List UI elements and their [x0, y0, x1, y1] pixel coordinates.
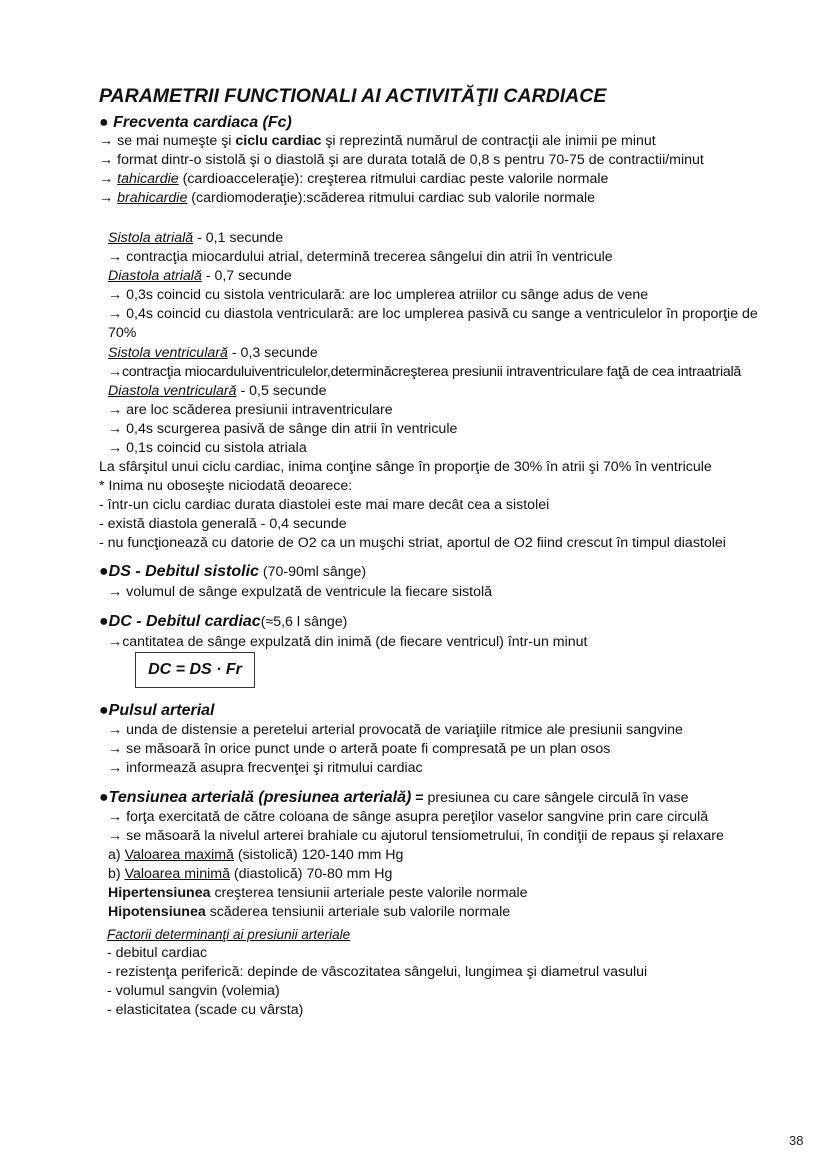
term: Valoarea maximă	[124, 847, 234, 863]
note-line-3: - într-un ciclu cardiac durata diastolei este mai mare decât cea a sistolei	[99, 497, 550, 513]
sistola-ventriculara-line: →contracţia miocarduluiventriculelor,determinăcreşterea presiunii intraventriculare faţă de cea intraatrială	[108, 364, 742, 380]
label: a)	[108, 847, 125, 863]
diastola-ventriculara-line-2: → 0,4s scurgerea pasivă de sânge din atrii în ventricule	[108, 421, 458, 437]
value: - 0,5 secunde	[236, 383, 327, 399]
puls-line-1: → unda de distensie a peretelui arterial provocată de variaţiile ritmice ale presiunii sangvine	[108, 722, 683, 738]
sistola-ventriculara-heading	[108, 344, 318, 362]
value: (sistolică) 120-140 mm Hg	[233, 847, 404, 863]
section-heading-ta	[99, 789, 689, 807]
note-line-1: La sfârşitul unui ciclu cardiac, inima conţine sânge în proporţie de 30% în atrii şi 70% în ventricule	[99, 459, 712, 475]
value: (diastolică) 70-80 mm Hg	[229, 866, 393, 882]
heading: ●DS - Debitul sistolic	[99, 563, 259, 580]
text: creşterea tensiunii arteriale peste valorile normale	[210, 885, 528, 901]
page-title: PARAMETRII FUNCTIONALI AI ACTIVITĂŢII CARDIACE	[99, 85, 607, 107]
ta-line-1: → forţa exercitată de către coloana de sânge asupra pereţilor vaselor sangvine prin care circulă	[108, 809, 709, 825]
text: → se mai numeşte şi	[99, 133, 236, 149]
diastola-atriala-line-2b: 70%	[108, 325, 137, 341]
term-brahicardie: brahicardie	[117, 190, 188, 206]
term: Diastola ventriculară	[108, 383, 237, 399]
value: - 0,3 secunde	[227, 345, 318, 361]
fc-line-3	[99, 170, 608, 188]
puls-line-3: → informează asupra frecvenţei şi ritmului cardiac	[108, 760, 423, 776]
term-ciclu-cardiac: ciclu cardiac	[235, 133, 322, 149]
value: - 0,7 secunde	[201, 268, 292, 284]
text: (cardiomoderaţie):scăderea ritmului cardiac sub valorile normale	[187, 190, 596, 206]
puls-line-2: → se măsoară în orice punct unde o arteră poate fi compresată pe un plan osos	[108, 741, 611, 757]
ta-line-hiper	[108, 884, 528, 902]
ta-line-hipo	[108, 903, 510, 921]
page-number: 38	[789, 1133, 804, 1148]
term: Sistola atrială	[108, 230, 194, 246]
diastola-atriala-line-1: → 0,3s coincid cu sistola ventriculară: are loc umplerea atriilor cu sânge adus de vene	[108, 287, 649, 303]
text: scăderea tensiunii arteriale sub valorile normale	[205, 904, 511, 920]
heading: ●DC - Debitul cardiac	[99, 613, 261, 630]
value: - 0,1 secunde	[193, 230, 284, 246]
definition: presiunea cu care sângele circulă în vase	[427, 790, 689, 806]
diastola-atriala-line-2: → 0,4s coincid cu diastola ventriculară: are loc umplerea pasivă cu sange a ventriculelor în proporţie de	[108, 306, 758, 322]
diastola-atriala-heading	[108, 267, 292, 285]
arrow: →	[99, 190, 118, 206]
section-heading-dc	[99, 613, 347, 631]
ta-line-b	[108, 865, 392, 883]
factori-item: - elasticitatea (scade cu vârsta)	[107, 1002, 304, 1018]
fc-line-4	[99, 189, 595, 207]
label: b)	[108, 866, 125, 882]
heading: ●Tensiunea arterială (presiunea arterială)	[99, 789, 412, 806]
fc-line-1	[99, 132, 656, 150]
section-heading-ds	[99, 563, 366, 581]
diastola-ventriculara-line-1: → are loc scăderea presiunii intraventriculare	[108, 402, 393, 418]
fc-line-2: → format dintr-o sistolă şi o diastolă şi are durata totală de 0,8 s pentru 70-75 de contractii/minut	[99, 152, 704, 168]
ta-line-2: → se măsoară la nivelul arterei brahiale cu ajutorul tensiometrului, în condiţii de repaus şi relaxare	[108, 828, 724, 844]
section-heading-fc: ● Frecventa cardiaca (Fc)	[99, 114, 292, 131]
sistola-atriala-heading	[108, 229, 283, 247]
term: Diastola atrială	[108, 268, 202, 284]
term: Hipotensiunea	[108, 904, 206, 920]
value: (70-90ml sânge)	[258, 564, 367, 580]
term-tahicardie: tahicardie	[117, 171, 179, 187]
ds-line-1: → volumul de sânge expulzată de ventricule la fiecare sistolă	[108, 584, 493, 600]
formula-box: DC = DS · Fr	[135, 652, 255, 688]
term: Valoarea minimă	[124, 866, 230, 882]
factori-heading: Factorii determinanţi ai presiunii arteriale	[107, 927, 351, 942]
note-line-2: * Inima nu oboseşte niciodată deoarece:	[99, 478, 353, 494]
sistola-atriala-line: → contracţia miocardului atrial, determină trecerea sângelui din atrii în ventricule	[108, 249, 613, 265]
dc-line-1: →cantitatea de sânge expulzată din inimă (de fiecare ventricul) într-un minut	[108, 634, 588, 650]
term: Hipertensiunea	[108, 885, 211, 901]
factori-item: - volumul sangvin (volemia)	[107, 983, 280, 999]
equals: =	[411, 790, 428, 806]
text: (cardioacceleraţie): creşterea ritmului cardiac peste valorile normale	[178, 171, 609, 187]
note-line-4: - există diastola generală - 0,4 secunde	[99, 516, 347, 532]
text: şi reprezintă numărul de contracţii ale inimii pe minut	[321, 133, 656, 149]
note-line-5: - nu funcţionează cu datorie de O2 ca un muşchi striat, aportul de O2 fiind crescut în timpul diastolei	[99, 535, 726, 551]
term: Sistola ventriculară	[108, 345, 228, 361]
diastola-ventriculara-line-3: → 0,1s coincid cu sistola atriala	[108, 440, 307, 456]
factori-item: - rezistenţa periferică: depinde de vâscozitatea sângelui, lungimea şi diametrul vasului	[107, 964, 648, 980]
ta-line-a	[108, 846, 403, 864]
factori-item: - debitul cardiac	[107, 945, 208, 961]
value: (≈5,6 l sânge)	[260, 614, 348, 630]
section-heading-puls: ●Pulsul arterial	[99, 702, 215, 719]
arrow: →	[99, 171, 118, 187]
diastola-ventriculara-heading	[108, 382, 326, 400]
